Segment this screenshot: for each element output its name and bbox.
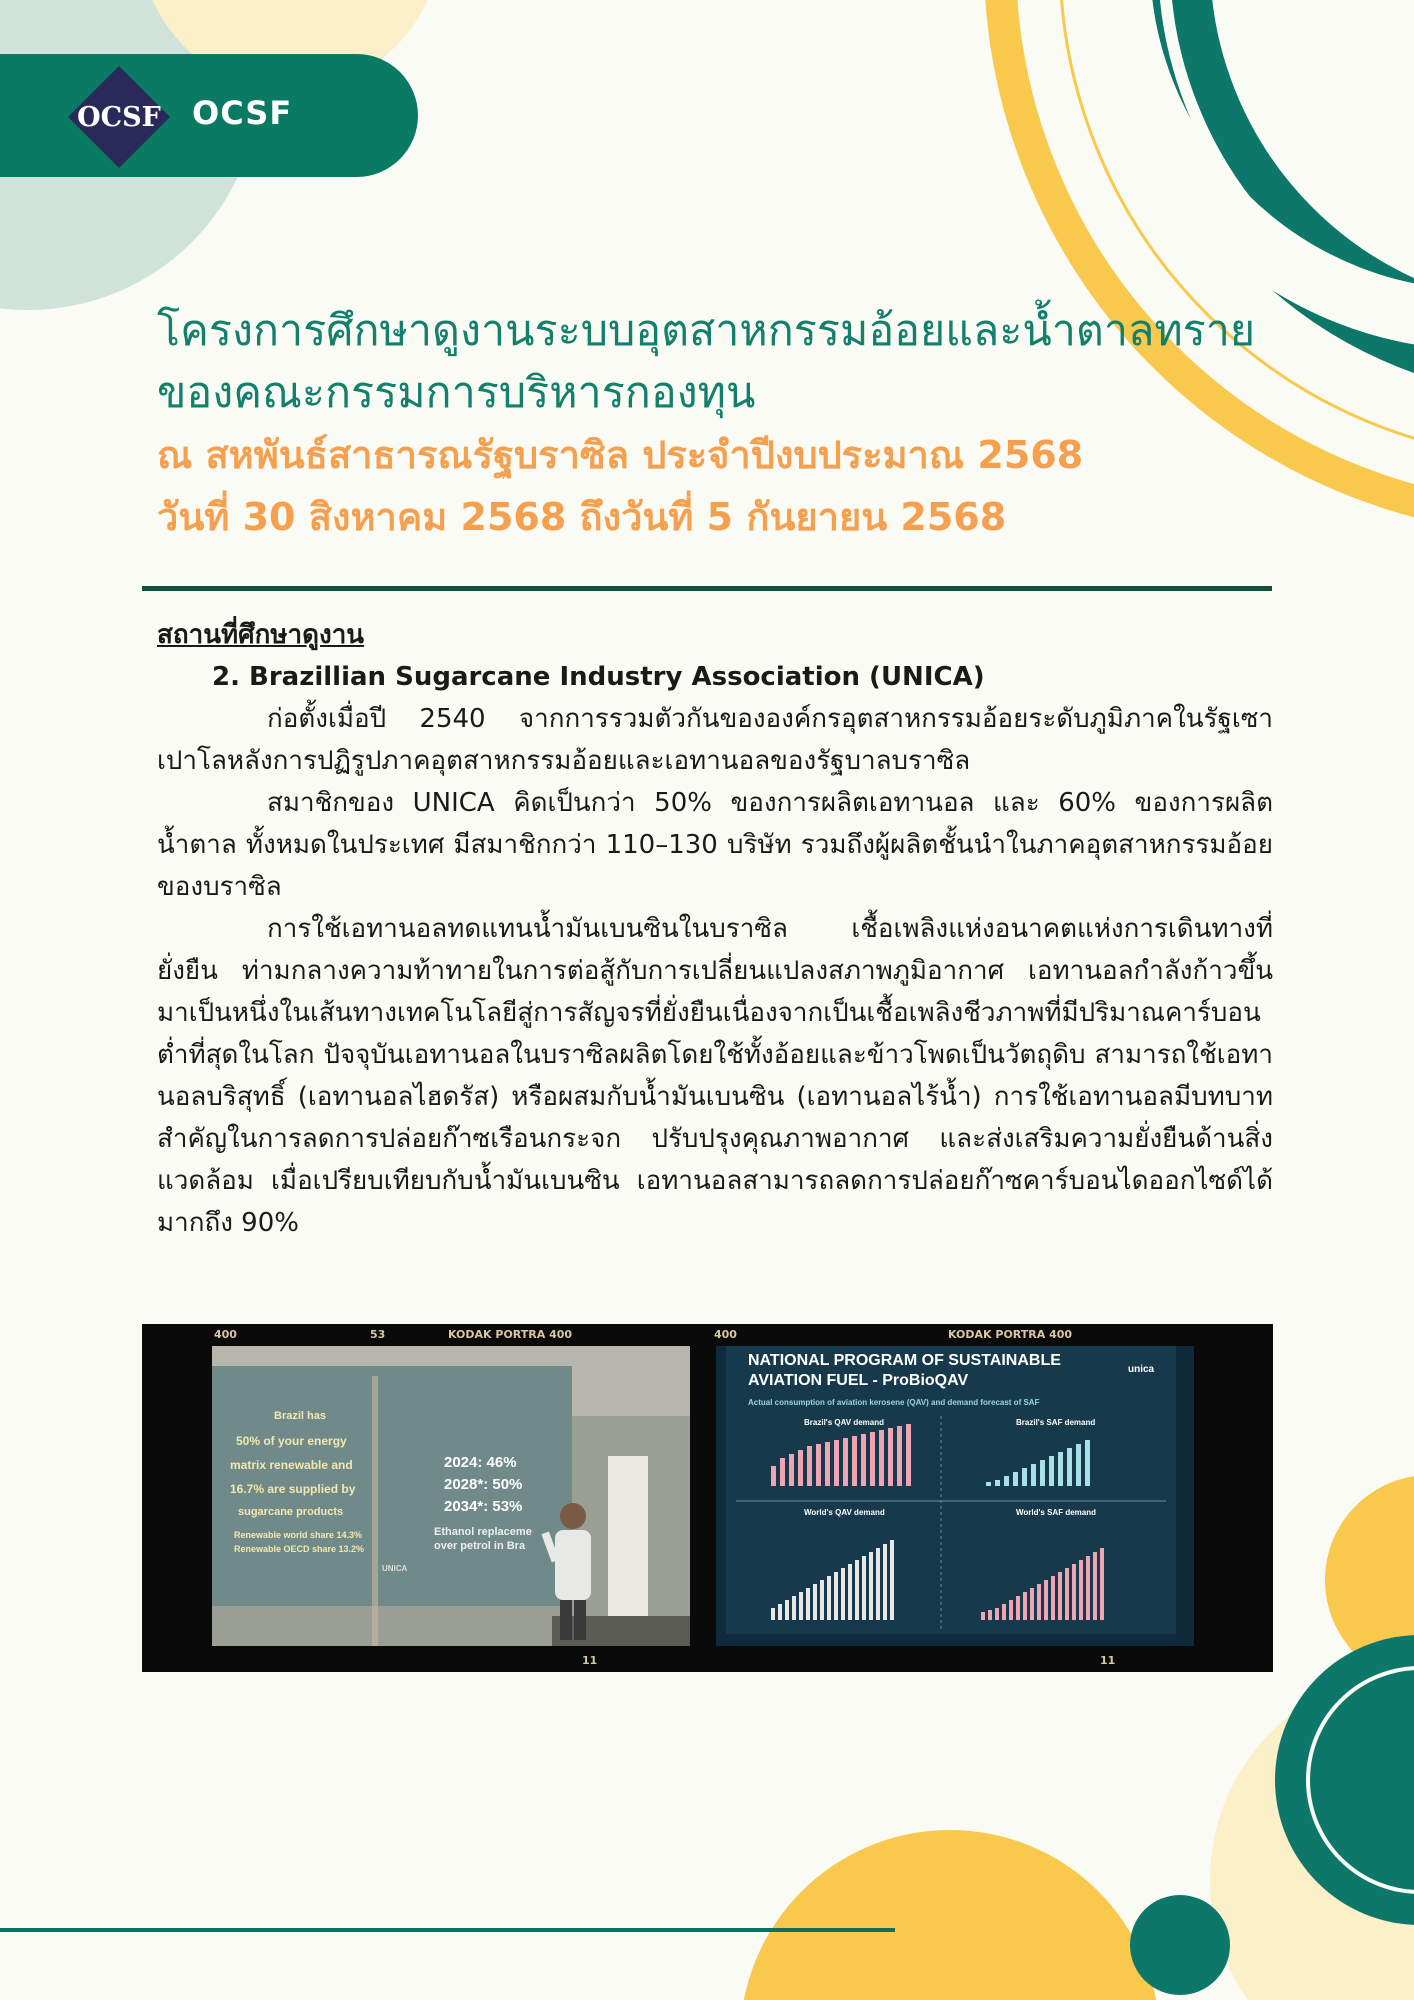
film-frame-label: 53 — [370, 1328, 386, 1341]
film-label-left: 400 — [214, 1328, 237, 1341]
slide1-line2: 50% of your energy — [236, 1434, 347, 1448]
slide1-stat-2034: 2034*: 53% — [444, 1498, 523, 1515]
ocsf-logo — [66, 64, 172, 170]
slide1-line6: Renewable world share 14.3% — [234, 1530, 363, 1540]
title-dates: วันที่ 30 สิงหาคม 2568 ถึงวันที่ 5 กันยายน 2568 — [157, 495, 1007, 539]
org-name: OCSF — [192, 94, 293, 132]
slide2-chart4-title: World's SAF demand — [1016, 1508, 1096, 1517]
film-brand-left: KODAK PORTRA 400 — [448, 1328, 573, 1341]
title-location: ณ สหพันธ์สาธารณรัฐบราซิล ประจำปีงบประมาณ 2568 — [157, 433, 1084, 477]
slide1-ethanol-line1: Ethanol replaceme — [434, 1526, 532, 1538]
section-subheading: 2. Brazillian Sugarcane Industry Association (UNICA) — [212, 662, 985, 692]
slide1-ethanol-line2: over petrol in Bra — [434, 1540, 526, 1552]
slide2-logo: unica — [1128, 1364, 1155, 1375]
slide1-line4: 16.7% are supplied by — [230, 1482, 356, 1496]
slide1-line7: Renewable OECD share 13.2% — [234, 1544, 365, 1554]
slide1-stat-2024: 2024: 46% — [444, 1454, 517, 1471]
slide1-line3: matrix renewable and — [230, 1458, 353, 1472]
slide2-chart2-title: Brazil's SAF demand — [1016, 1418, 1096, 1427]
slide2-title-line2: AVIATION FUEL - ProBioQAV — [748, 1372, 969, 1389]
paragraph-1: ก่อตั้งเมื่อปี 2540 จากการรวมตัวกันขององค์กรอุตสาหกรรมอ้อยระดับภูมิภาคในรัฐเซาเปาโลหลังการปฏิรูปภาคอุตสาหกรรมอ้อยและเอทานอลของรัฐบาลบราซิล — [157, 704, 1273, 776]
slide2-chart1-title: Brazil's QAV demand — [804, 1418, 884, 1427]
slide1-logo: UNICA — [382, 1564, 408, 1573]
slide1-stat-2028: 2028*: 50% — [444, 1476, 523, 1493]
title-line-2: ของคณะกรรมการบริหารกองทุน — [157, 368, 756, 418]
slide2-subtitle: Actual consumption of aviation kerosene (QAV) and demand forecast of SAF — [748, 1398, 1040, 1407]
photo-presentation — [212, 1346, 690, 1646]
film-label-right: 400 — [714, 1328, 737, 1341]
film-bottom-left: 11 — [582, 1654, 598, 1667]
slide1-line5: sugarcane products — [238, 1506, 344, 1518]
footer-line — [0, 1928, 895, 1932]
paragraph-2: สมาชิกของ UNICA คิดเป็นกว่า 50% ของการผลิตเอทานอล และ 60% ของการผลิตน้ำตาล ทั้งหมดในประเทศ มีสมาชิกกว่า 110–130 บริษัท รวมถึงผู้ผลิตชั้นนำในภาคอุตสาหกรรมอ้อยของบราซิล — [157, 788, 1273, 902]
paragraph-3: การใช้เอทานอลทดแทนน้ำมันเบนซินในบราซิล เชื้อเพลิงแห่งอนาคตแห่งการเดินทางที่ยั่งยืน ท่ามกลางความท้าทายในการต่อสู้กับการเปลี่ยนแปลงสภาพภูมิอากาศ เอทานอลกำลังก้าวขึ้นมาเป็นหนึ่งในเส้นทางเทคโนโลยีสู่การสัญจรที่ยั่งยืนเนื่องจากเป็นเชื้อเพลิงชีวภาพที่มีปริมาณคาร์บอนต่ำที่สุดในโลก ปัจจุบันเอทานอลในบราซิลผลิตโดยใช้ทั้งอ้อยและข้าวโพดเป็นวัตถุดิบ สามารถใช้เอทานอลบริสุทธิ์ (เอทานอลไฮดรัส) หรือผสมกับน้ำมันเบนซิน (เอทานอลไร้น้ำ) การใช้เอทานอลมีบทบาทสำคัญในการลดการปล่อยก๊าซเรือนกระจก ปรับปรุงคุณภาพอากาศ และส่งเสริมความยั่งยืนด้านสิ่งแวดล้อม เมื่อเปรียบเทียบกับน้ำมันเบนซิน เอทานอลสามารถลดการปล่อยก๊าซคาร์บอนไดออกไซด์ได้มากถึง 90% — [157, 914, 1273, 1238]
title-line-1: โครงการศึกษาดูงานระบบอุตสาหกรรมอ้อยและน้ำตาลทราย — [157, 306, 1256, 356]
section-heading: สถานที่ศึกษาดูงาน — [157, 620, 365, 650]
photo-strip — [142, 1324, 1273, 1672]
body-content — [157, 614, 1273, 1244]
film-bottom-right: 11 — [1100, 1654, 1116, 1667]
photo-slide-probioqav — [716, 1346, 1194, 1646]
film-brand-right: KODAK PORTRA 400 — [948, 1328, 1073, 1341]
title-divider — [142, 586, 1272, 591]
title-block — [157, 300, 1297, 548]
slide2-title-line1: NATIONAL PROGRAM OF SUSTAINABLE — [748, 1352, 1061, 1369]
slide1-line1: Brazil has — [274, 1410, 326, 1422]
logo-text: OCSF — [77, 102, 161, 133]
slide2-chart3-title: World's QAV demand — [804, 1508, 885, 1517]
